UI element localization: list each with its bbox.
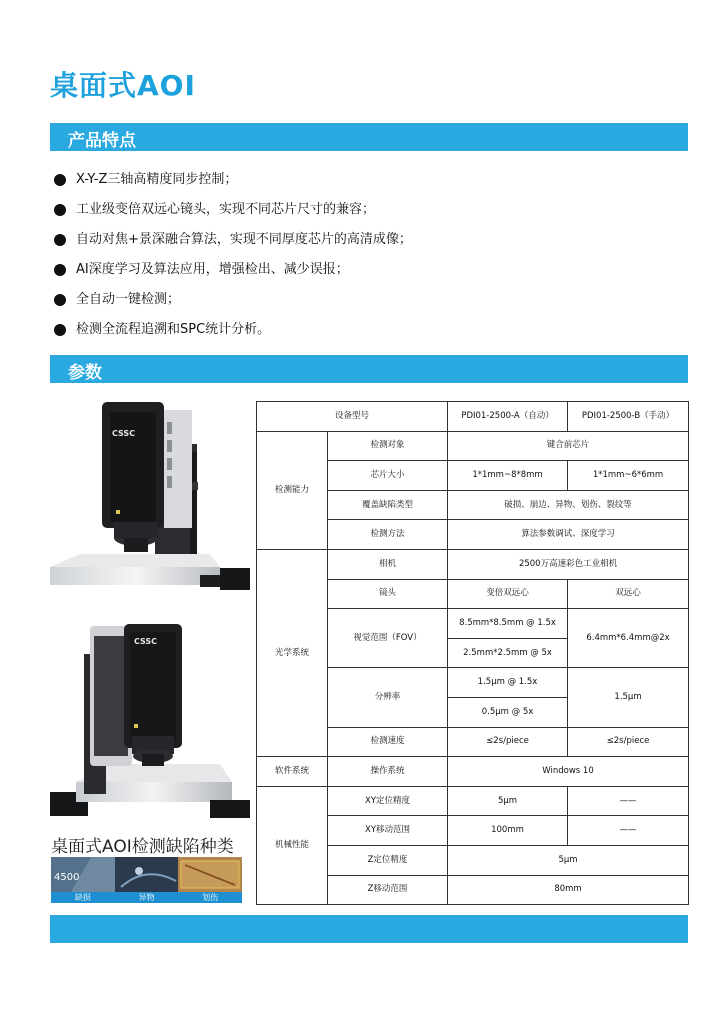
table-cell: 覆盖缺陷类型 (328, 490, 448, 520)
table-cell: 1.5μm @ 1.5x (448, 668, 568, 698)
bullet-icon (54, 234, 66, 246)
table-cell: ≤2s/piece (448, 727, 568, 757)
table-cell: 芯片大小 (328, 461, 448, 491)
table-cell: 0.5μm @ 5x (448, 697, 568, 727)
feature-item (52, 290, 412, 320)
bullet-icon (54, 324, 66, 336)
params-heading: 参数 (68, 363, 102, 383)
product-image-front (50, 392, 250, 600)
feature-item (52, 200, 412, 230)
feature-item (52, 260, 412, 290)
defect-label: 划伤 (202, 893, 219, 902)
group-cell: 光学系统 (257, 549, 328, 756)
table-cell: Z移动范围 (328, 875, 448, 905)
defect-sample-images (51, 857, 242, 892)
table-row (257, 549, 689, 579)
table-cell: 6.4mm*6.4mm@2x (568, 609, 689, 668)
defect-overlay-text: 4500 (54, 872, 80, 883)
feature-list (52, 170, 412, 350)
table-cell: Windows 10 (448, 757, 689, 787)
table-cell: 检测速度 (328, 727, 448, 757)
table-cell: 2500万高速彩色工业相机 (448, 549, 689, 579)
table-cell: 1.5μm (568, 668, 689, 727)
table-cell: 镜头 (328, 579, 448, 609)
feature-text: 工业级变倍双远心镜头，实现不同芯片尺寸的兼容； (76, 202, 376, 217)
table-cell: 分辨率 (328, 668, 448, 727)
table-cell: 检测方法 (328, 520, 448, 550)
table-cell: —— (568, 786, 689, 816)
feature-text: 全自动一键检测； (76, 292, 181, 307)
table-cell: 5μm (448, 845, 689, 875)
group-cell: 软件系统 (257, 757, 328, 787)
bullet-icon (54, 174, 66, 186)
table-cell: 变倍双远心 (448, 579, 568, 609)
product-image-side (50, 614, 250, 824)
table-cell: XY定位精度 (328, 786, 448, 816)
bullet-icon (54, 294, 66, 306)
table-cell: PDI01-2500-B（手动） (568, 402, 689, 432)
table-cell: 1*1mm~6*6mm (568, 461, 689, 491)
defect-label: 缺损 (74, 893, 91, 902)
table-cell: —— (568, 816, 689, 846)
table-cell: 相机 (328, 549, 448, 579)
product-logo: CSSC (134, 637, 158, 646)
table-cell: 键合前芯片 (448, 431, 689, 461)
table-cell: 双远心 (568, 579, 689, 609)
table-cell: PDI01-2500-A（自动） (448, 402, 568, 432)
feature-item (52, 320, 412, 350)
table-cell: ≤2s/piece (568, 727, 689, 757)
table-row (257, 431, 689, 461)
table-cell: 5μm (448, 786, 568, 816)
product-caption: 桌面式AOI检测缺陷种类 (51, 837, 234, 857)
table-cell: XY移动范围 (328, 816, 448, 846)
table-row (257, 786, 689, 816)
table-cell: 检测对象 (328, 431, 448, 461)
table-cell: 8.5mm*8.5mm @ 1.5x (448, 609, 568, 639)
bullet-icon (54, 204, 66, 216)
table-cell: 100mm (448, 816, 568, 846)
table-cell: 1*1mm~8*8mm (448, 461, 568, 491)
defect-labels (51, 892, 242, 903)
feature-text: X-Y-Z三轴高精度同步控制； (76, 172, 238, 187)
product-logo: CSSC (112, 429, 136, 438)
spec-table (256, 401, 689, 905)
feature-item (52, 170, 412, 200)
table-cell: Z定位精度 (328, 845, 448, 875)
table-row (257, 757, 689, 787)
table-cell: 2.5mm*2.5mm @ 5x (448, 638, 568, 668)
feature-text: 检测全流程追溯和SPC统计分析。 (76, 322, 271, 337)
feature-text: 自动对焦+景深融合算法，实现不同厚度芯片的高清成像； (76, 232, 412, 247)
features-header-bar (50, 123, 688, 151)
group-cell: 检测能力 (257, 431, 328, 549)
defect-label: 异物 (138, 893, 155, 902)
table-cell: 设备型号 (257, 402, 448, 432)
params-header-bar (50, 355, 688, 383)
page-title: 桌面式AOI (50, 69, 196, 102)
table-cell: 破损、崩边、异物、划伤、裂纹等 (448, 490, 689, 520)
features-heading: 产品特点 (68, 131, 136, 151)
defect-strip (51, 857, 242, 903)
table-cell: 视觉范围（FOV） (328, 609, 448, 668)
table-cell: 操作系统 (328, 757, 448, 787)
table-cell: 算法参数调试、深度学习 (448, 520, 689, 550)
bullet-icon (54, 264, 66, 276)
feature-text: AI深度学习及算法应用，增强检出、减少误报； (76, 262, 349, 277)
footer-bar (50, 915, 688, 943)
table-row (257, 402, 689, 432)
group-cell: 机械性能 (257, 786, 328, 904)
table-cell: 80mm (448, 875, 689, 905)
feature-item (52, 230, 412, 260)
